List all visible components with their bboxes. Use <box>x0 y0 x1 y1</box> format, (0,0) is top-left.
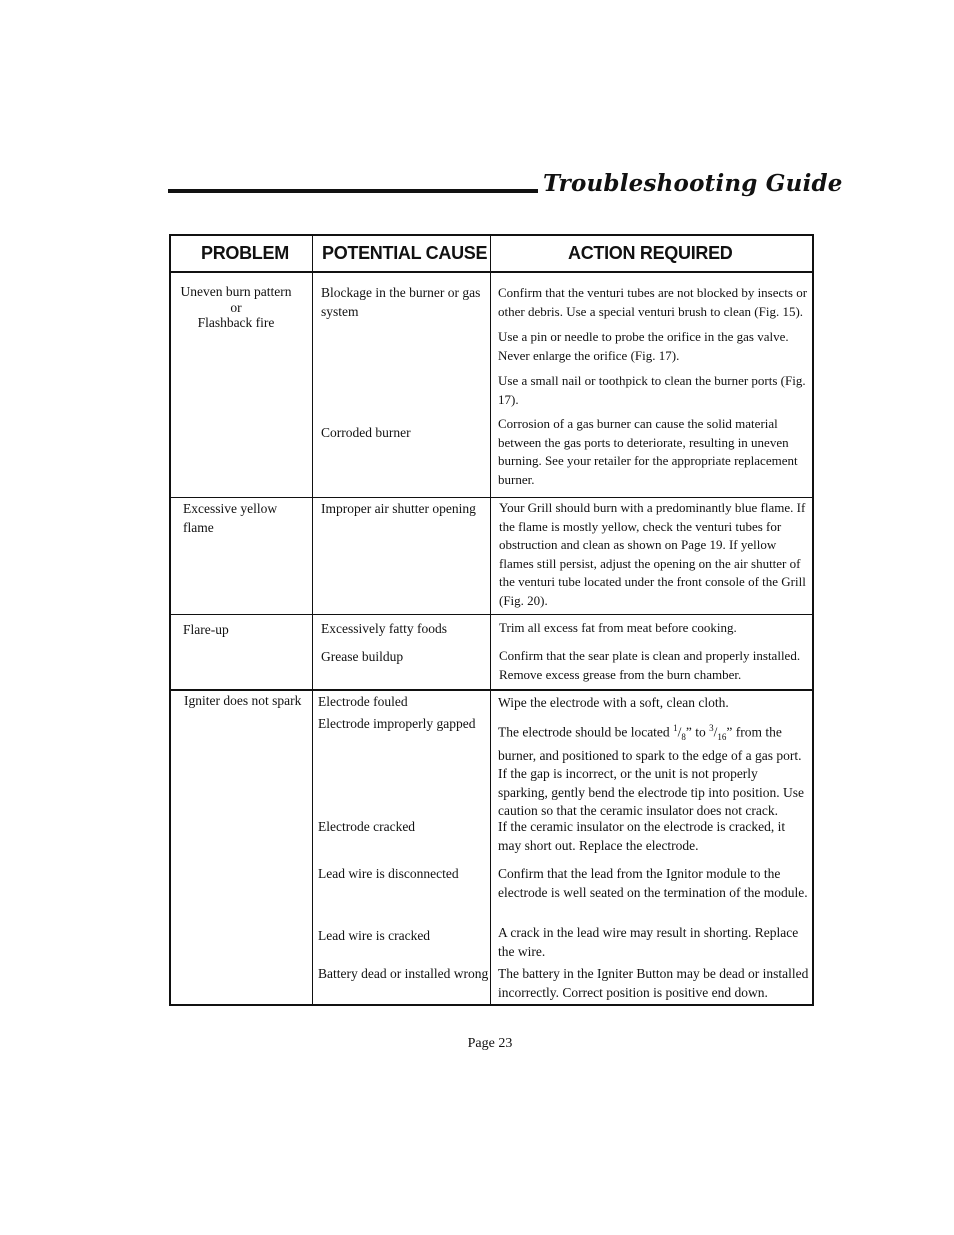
page-number: Page 23 <box>467 1036 513 1051</box>
header-problem: PROBLEM <box>201 243 289 263</box>
cause-electrode-gapped: Electrode improperly gapped <box>318 716 476 731</box>
header-potential-cause: POTENTIAL CAUSE <box>322 243 488 263</box>
action-corrosion: Corrosion of a gas burner can cause the solid material between the gas ports to deteriorate, resulting in uneven burning. See your retailer for the appropriate replacement burner. <box>498 416 798 487</box>
header-divider <box>171 271 814 273</box>
cause-grease-buildup: Grease buildup <box>321 649 404 664</box>
action-venturi-tubes: Confirm that the venturi tubes are not blocked by insects or other debris. Use a special venturi brush to clean (Fig. 15). <box>498 285 808 319</box>
action-blue-flame: Your Grill should burn with a predominantly blue flame. If the flame is mostly yellow, check the venturi tubes for obstruction and clean as shown on Page 19. If yellow flames still persist, adjust the opening on the air shutter of the venturi tube located under the front console of the Grill (Fig. 20). <box>499 500 806 608</box>
cause-battery: Battery dead or installed wrong <box>318 966 489 981</box>
cause-air-shutter: Improper air shutter opening <box>321 501 476 516</box>
action-clean-burner-ports: Use a small nail or toothpick to clean the burner ports (Fig. 17). <box>498 373 806 407</box>
cause-electrode-fouled: Electrode fouled <box>318 694 408 709</box>
header-rule <box>168 189 538 193</box>
problem-yellow-flame: Excessive yellow flame <box>183 501 278 535</box>
cause-lead-disconnected: Lead wire is disconnected <box>318 866 459 881</box>
action-trim-fat: Trim all excess fat from meat before cooking. <box>499 620 737 635</box>
action-replace-wire: A crack in the lead wire may result in shorting. Replace the wire. <box>498 925 799 959</box>
column-divider-2 <box>490 236 491 1004</box>
problem-uneven-burn: Uneven burn pattern or Flashback fire <box>180 284 292 330</box>
action-electrode-location: The electrode should be located $^1/_8$” to $^3/_{16}$” from the burner, and positioned to spark to the edge of a gas port. If the gap is incorrect, or the unit is not properly sparking, gently bend the electrode tip into position. Use caution so that the ceramic insulator does not crack. <box>498 723 804 819</box>
row-divider-2 <box>171 614 814 615</box>
cause-electrode-cracked: Electrode cracked <box>318 819 416 834</box>
page-title: Troubleshooting Guide <box>543 170 843 197</box>
action-probe-orifice: Use a pin or needle to probe the orifice in the gas valve. Never enlarge the orifice (Fig. 17). <box>498 329 789 363</box>
action-lead-seated: Confirm that the lead from the Ignitor module to the electrode is well seated on the termination of the module. <box>498 866 808 900</box>
header-action-required: ACTION REQUIRED <box>568 243 733 263</box>
problem-flare-up: Flare-up <box>183 622 229 637</box>
column-divider-1 <box>312 236 313 1004</box>
cause-corroded-burner: Corroded burner <box>321 425 411 440</box>
row-divider-1 <box>171 497 814 498</box>
row-divider-3 <box>171 689 814 691</box>
action-battery: The battery in the Igniter Button may be dead or installed incorrectly. Correct position is positive end down. <box>498 966 809 1000</box>
action-ceramic-insulator: If the ceramic insulator on the electrode is cracked, it may short out. Replace the electrode. <box>498 819 786 853</box>
problem-igniter: Igniter does not spark <box>184 693 302 708</box>
cause-lead-cracked: Lead wire is cracked <box>318 928 431 943</box>
action-wipe-electrode: Wipe the electrode with a soft, clean cloth. <box>498 695 729 710</box>
cause-blockage: Blockage in the burner or gas system <box>321 285 481 319</box>
cause-fatty-foods: Excessively fatty foods <box>321 621 447 636</box>
action-sear-plate: Confirm that the sear plate is clean and properly installed. Remove excess grease from the burn chamber. <box>499 648 801 682</box>
troubleshooting-table <box>169 234 814 1006</box>
